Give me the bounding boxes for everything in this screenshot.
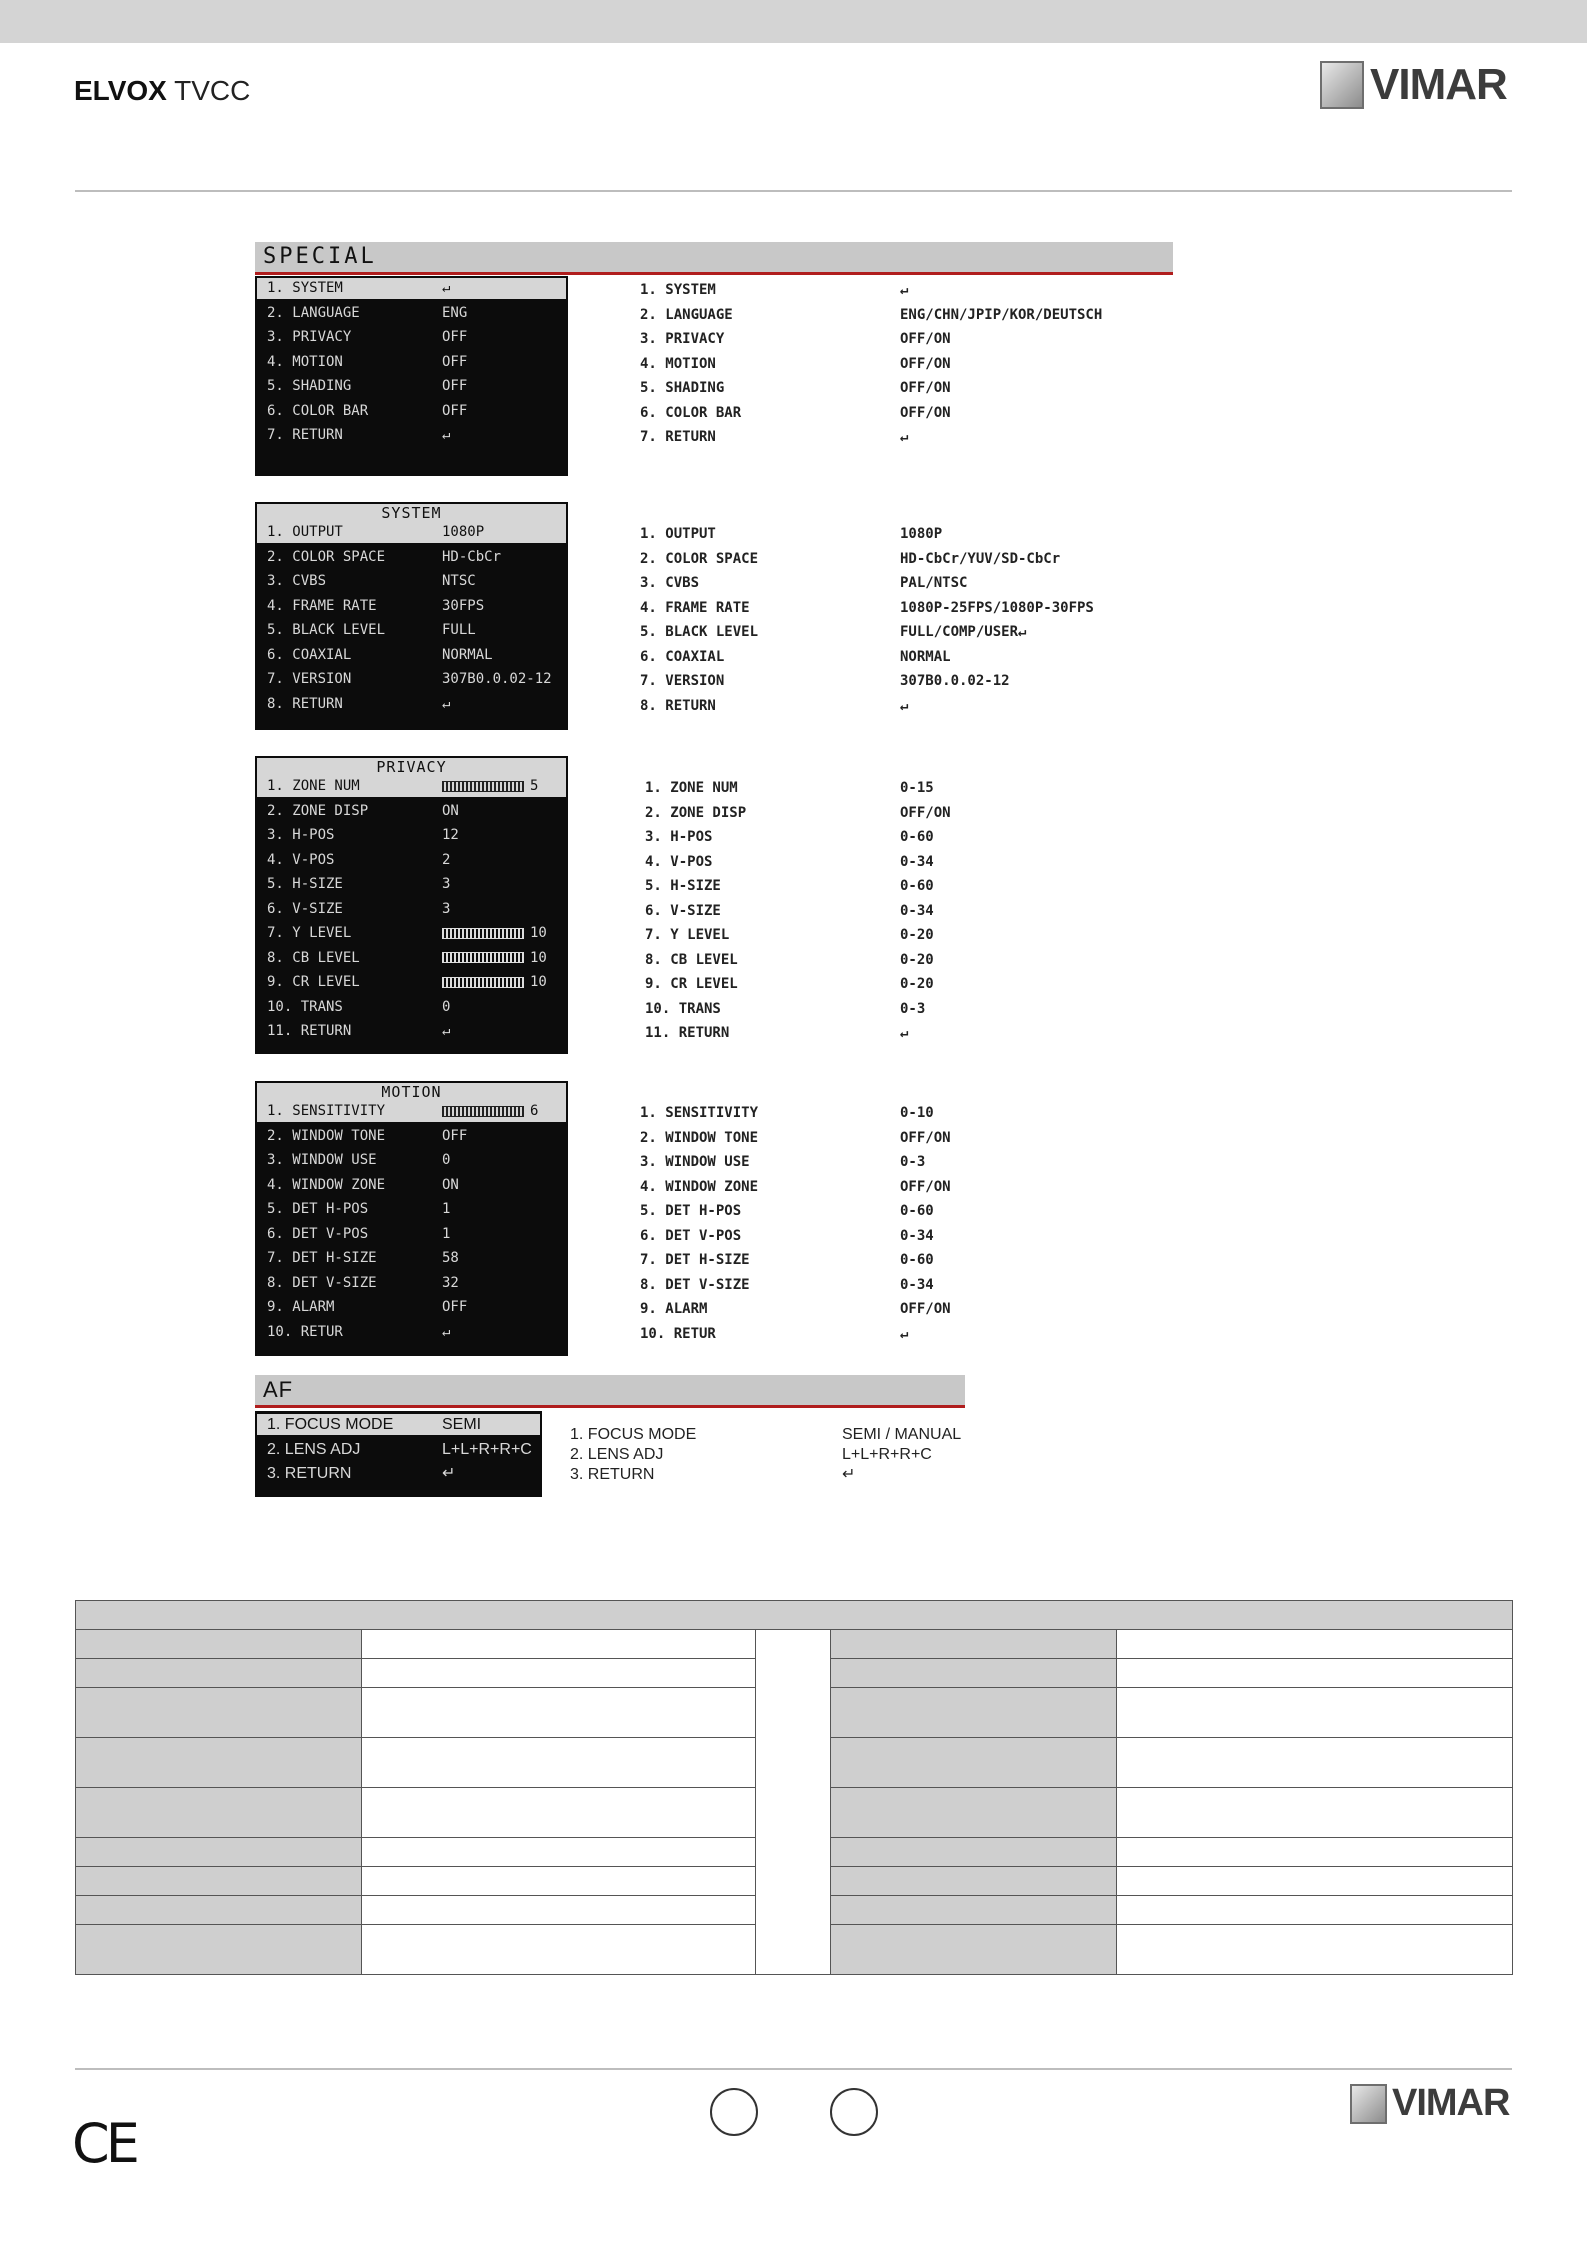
option-values: 1080P-25FPS/1080P-30FPS <box>900 599 1094 616</box>
option-label: 2. LANGUAGE <box>640 306 733 323</box>
table-cell <box>76 1838 362 1867</box>
option-values: ↵ <box>900 697 909 714</box>
option-values: SEMI / MANUAL <box>842 1426 962 1443</box>
motion-menu-item <box>257 1150 566 1171</box>
option-label: 1. ZONE NUM <box>645 780 738 796</box>
menu-item-label: 3. H-POS <box>267 827 335 843</box>
menu-item-label: 3. RETURN <box>267 1465 352 1482</box>
option-values: 307B0.0.02-12 <box>900 673 1010 689</box>
footer-divider <box>75 2068 1512 2070</box>
option-values: NORMAL <box>900 648 951 665</box>
menu-item-value: L+L+R+R+C <box>442 1440 532 1458</box>
menu-item-value: 30FPS <box>442 597 485 614</box>
special-menu-item <box>257 327 566 348</box>
option-label: 3. CVBS <box>640 575 700 591</box>
option-values: OFF/ON <box>900 1301 951 1317</box>
menu-item-label: 6. COLOR BAR <box>267 402 369 419</box>
level-bar <box>442 1106 524 1117</box>
table-cell <box>1117 1688 1513 1738</box>
menu-item-label: 2. WINDOW TONE <box>267 1127 386 1144</box>
menu-item-value: ↵ <box>442 1323 451 1340</box>
option-label: 3. PRIVACY <box>640 331 725 347</box>
footer-circle-left <box>710 2088 758 2136</box>
option-values: 0-60 <box>900 1252 934 1268</box>
table-cell <box>362 1925 756 1975</box>
menu-item-label: 5. BLACK LEVEL <box>267 622 386 638</box>
menu-item-label: 5. H-SIZE <box>267 876 343 892</box>
menu-item-value: 3 <box>442 876 451 892</box>
table-cell <box>76 1630 362 1659</box>
level-bar <box>442 977 524 988</box>
menu-item-value: 2 <box>442 851 451 868</box>
motion-menu-item <box>257 1224 566 1245</box>
system-osd-menu <box>255 502 568 730</box>
option-values: 0-34 <box>900 902 934 919</box>
option-values: 0-60 <box>900 1203 934 1219</box>
menu-item-label: 8. CB LEVEL <box>267 949 360 966</box>
table-cell <box>831 1630 1117 1659</box>
menu-item-label: 2. COLOR SPACE <box>267 548 386 565</box>
system-osd-title: SYSTEM <box>257 504 566 522</box>
motion-menu-item <box>257 1199 566 1220</box>
motion-menu-item <box>257 1101 566 1122</box>
menu-item-label: 8. RETURN <box>267 695 343 712</box>
menu-item-value: 10 <box>442 923 547 944</box>
table-cell <box>1117 1925 1513 1975</box>
table-cell <box>76 1925 362 1975</box>
table-header <box>76 1601 1513 1630</box>
specifications-table <box>75 1600 1513 1975</box>
option-values: OFF/ON <box>900 1178 951 1195</box>
option-label: 2. LENS ADJ <box>570 1446 664 1463</box>
menu-item-label: 1. OUTPUT <box>267 524 343 540</box>
table-cell <box>831 1688 1117 1738</box>
table-cell <box>1117 1630 1513 1659</box>
af-menu-item <box>257 1463 540 1484</box>
option-label: 10. RETUR <box>640 1325 716 1342</box>
table-cell <box>831 1925 1117 1975</box>
motion-osd-menu <box>255 1081 568 1356</box>
option-label: 4. MOTION <box>640 355 716 372</box>
option-label: 7. DET H-SIZE <box>640 1252 750 1268</box>
option-values: 0-34 <box>900 1227 934 1244</box>
menu-item-label: 7. RETURN <box>267 427 343 443</box>
privacy-osd-menu <box>255 756 568 1054</box>
motion-menu-item <box>257 1273 566 1294</box>
system-menu-item <box>257 620 566 641</box>
option-values: FULL/COMP/USER↵ <box>900 624 1027 640</box>
option-values: 0-10 <box>900 1105 934 1121</box>
special-menu-item <box>257 376 566 397</box>
option-values: 0-34 <box>900 1276 934 1293</box>
motion-menu-item <box>257 1175 566 1196</box>
option-label: 2. ZONE DISP <box>645 804 747 821</box>
menu-item-value: 32 <box>442 1274 459 1291</box>
system-menu-item <box>257 596 566 617</box>
table-cell <box>1117 1659 1513 1688</box>
menu-item-value: ON <box>442 1176 459 1193</box>
menu-item-label: 7. VERSION <box>267 671 352 687</box>
option-values: OFF/ON <box>900 355 951 372</box>
table-cell <box>76 1896 362 1925</box>
level-bar <box>442 952 524 963</box>
af-menu-item <box>257 1414 540 1435</box>
menu-item-value: ↵ <box>442 427 451 443</box>
menu-item-value: 10 <box>442 972 547 993</box>
option-label: 8. RETURN <box>640 697 716 714</box>
privacy-menu-item <box>257 997 566 1018</box>
menu-item-label: 2. ZONE DISP <box>267 802 369 819</box>
option-label: 5. H-SIZE <box>645 878 721 894</box>
menu-item-value: SEMI <box>442 1416 482 1433</box>
option-label: 5. SHADING <box>640 380 725 396</box>
menu-item-value: HD-CbCr <box>442 548 502 565</box>
special-menu-item <box>257 425 566 446</box>
option-values: 0-20 <box>900 951 934 968</box>
table-cell <box>362 1630 756 1659</box>
menu-item-value: OFF <box>442 353 468 370</box>
option-label: 1. SENSITIVITY <box>640 1105 759 1121</box>
menu-item-label: 11. RETURN <box>267 1023 352 1039</box>
option-values: 0-60 <box>900 829 934 845</box>
menu-item-label: 4. V-POS <box>267 851 335 868</box>
table-cell <box>831 1867 1117 1896</box>
menu-item-value: ↵ <box>442 280 451 296</box>
special-osd-menu <box>255 276 568 476</box>
table-cell <box>1117 1838 1513 1867</box>
option-values: ↵ <box>900 282 909 298</box>
menu-item-label: 2. LENS ADJ <box>267 1440 361 1458</box>
table-cell <box>1117 1788 1513 1838</box>
option-label: 1. SYSTEM <box>640 282 716 298</box>
menu-item-value: OFF <box>442 402 468 419</box>
brand-title: ELVOX TVCC <box>74 75 251 106</box>
option-values: ↵ <box>900 429 909 445</box>
menu-item-value: OFF <box>442 378 468 394</box>
table-cell <box>76 1688 362 1738</box>
vimar-logo-icon <box>1320 61 1364 109</box>
menu-item-value: FULL <box>442 622 476 638</box>
privacy-menu-item <box>257 923 566 944</box>
menu-item-value: 1080P <box>442 524 485 540</box>
menu-item-label: 3. WINDOW USE <box>267 1152 377 1168</box>
table-cell <box>362 1659 756 1688</box>
vimar-logo: VIMAR <box>1320 60 1507 110</box>
menu-item-value: 3 <box>442 900 451 917</box>
option-values: ↵ <box>842 1466 856 1483</box>
footer-circle-right <box>830 2088 878 2136</box>
privacy-menu-item <box>257 874 566 895</box>
menu-item-value: ↵ <box>442 1023 451 1039</box>
menu-item-label: 1. SENSITIVITY <box>267 1103 386 1119</box>
option-values: OFF/ON <box>900 331 951 347</box>
privacy-menu-item <box>257 948 566 969</box>
privacy-menu-item <box>257 850 566 871</box>
option-label: 6. COAXIAL <box>640 648 725 665</box>
menu-item-label: 9. ALARM <box>267 1299 335 1315</box>
level-bar <box>442 781 524 792</box>
option-values: 0-60 <box>900 878 934 894</box>
option-label: 5. BLACK LEVEL <box>640 624 759 640</box>
option-label: 9. CR LEVEL <box>645 976 738 992</box>
special-menu-item <box>257 401 566 422</box>
option-label: 4. FRAME RATE <box>640 599 750 616</box>
menu-item-value: OFF <box>442 1127 468 1144</box>
privacy-menu-item <box>257 801 566 822</box>
option-label: 11. RETURN <box>645 1025 730 1041</box>
menu-item-label: 6. V-SIZE <box>267 900 343 917</box>
option-label: 2. WINDOW TONE <box>640 1129 759 1146</box>
menu-item-label: 5. SHADING <box>267 378 352 394</box>
footer-vimar-logo: VIMAR <box>1350 2082 1509 2125</box>
option-label: 8. CB LEVEL <box>645 951 738 968</box>
option-values: 0-20 <box>900 927 934 943</box>
privacy-menu-item <box>257 899 566 920</box>
table-cell <box>362 1838 756 1867</box>
menu-item-value: 58 <box>442 1250 459 1266</box>
motion-menu-item <box>257 1322 566 1343</box>
top-bar <box>0 0 1587 43</box>
option-values: OFF/ON <box>900 380 951 396</box>
menu-item-label: 8. DET V-SIZE <box>267 1274 377 1291</box>
menu-item-value: ↵ <box>442 695 451 712</box>
menu-item-value: ON <box>442 802 459 819</box>
system-menu-item <box>257 547 566 568</box>
menu-item-value: NTSC <box>442 573 476 589</box>
menu-item-label: 2. LANGUAGE <box>267 304 360 321</box>
menu-item-label: 6. DET V-POS <box>267 1225 369 1242</box>
menu-item-value: 1 <box>442 1201 451 1217</box>
table-cell <box>76 1788 362 1838</box>
system-menu-item <box>257 645 566 666</box>
option-values: 0-15 <box>900 780 934 796</box>
menu-item-value: 0 <box>442 1152 451 1168</box>
menu-item-value: OFF <box>442 329 468 345</box>
table-cell <box>1117 1896 1513 1925</box>
option-label: 4. V-POS <box>645 853 713 870</box>
menu-item-label: 1. ZONE NUM <box>267 778 360 794</box>
option-values: PAL/NTSC <box>900 575 968 591</box>
table-cell <box>831 1738 1117 1788</box>
option-label: 7. VERSION <box>640 673 725 689</box>
table-cell <box>1117 1738 1513 1788</box>
option-values: ENG/CHN/JPIP/KOR/DEUTSCH <box>900 306 1103 323</box>
menu-item-label: 10. TRANS <box>267 998 343 1015</box>
menu-item-value: 307B0.0.02-12 <box>442 671 552 687</box>
menu-item-label: 7. Y LEVEL <box>267 925 352 941</box>
menu-item-value: ↵ <box>442 1465 456 1482</box>
option-label: 10. TRANS <box>645 1000 721 1017</box>
privacy-menu-item <box>257 1021 566 1042</box>
menu-item-label: 3. PRIVACY <box>267 329 352 345</box>
menu-item-label: 7. DET H-SIZE <box>267 1250 377 1266</box>
af-title-bar: AF <box>255 1375 965 1408</box>
table-cell <box>362 1688 756 1738</box>
ce-mark: CE <box>72 2112 136 2175</box>
table-cell <box>362 1788 756 1838</box>
option-label: 8. DET V-SIZE <box>640 1276 750 1293</box>
menu-item-value: NORMAL <box>442 646 493 663</box>
menu-item-label: 1. FOCUS MODE <box>267 1416 394 1433</box>
option-values: ↵ <box>900 1325 909 1342</box>
option-label: 7. RETURN <box>640 429 716 445</box>
menu-item-value: 10 <box>442 948 547 969</box>
privacy-menu-item <box>257 972 566 993</box>
table-cell <box>831 1838 1117 1867</box>
option-label: 3. RETURN <box>570 1466 655 1483</box>
option-values: 0-34 <box>900 853 934 870</box>
table-cell <box>831 1659 1117 1688</box>
menu-item-value: OFF <box>442 1299 468 1315</box>
af-osd-menu <box>255 1411 542 1497</box>
table-cell <box>76 1738 362 1788</box>
table-cell <box>362 1738 756 1788</box>
header-divider <box>75 190 1512 192</box>
option-label: 4. WINDOW ZONE <box>640 1178 759 1195</box>
option-label: 7. Y LEVEL <box>645 927 730 943</box>
option-values: 0-3 <box>900 1154 926 1170</box>
option-label: 1. FOCUS MODE <box>570 1426 697 1443</box>
option-values: ↵ <box>900 1025 909 1041</box>
option-label: 2. COLOR SPACE <box>640 550 759 567</box>
option-label: 3. WINDOW USE <box>640 1154 750 1170</box>
privacy-menu-item <box>257 776 566 797</box>
menu-item-value: ENG <box>442 304 468 321</box>
option-label: 6. DET V-POS <box>640 1227 742 1244</box>
motion-menu-item <box>257 1297 566 1318</box>
special-menu-item <box>257 352 566 373</box>
option-values: 1080P <box>900 526 943 542</box>
menu-item-label: 4. MOTION <box>267 353 343 370</box>
menu-item-label: 6. COAXIAL <box>267 646 352 663</box>
option-values: HD-CbCr/YUV/SD-CbCr <box>900 550 1061 567</box>
motion-osd-title: MOTION <box>257 1083 566 1101</box>
privacy-menu-item <box>257 825 566 846</box>
special-title-bar: SPECIAL <box>255 242 1173 275</box>
table-gap <box>756 1630 831 1975</box>
motion-menu-item <box>257 1126 566 1147</box>
option-values: L+L+R+R+C <box>842 1446 932 1463</box>
system-menu-item <box>257 571 566 592</box>
level-bar <box>442 928 524 939</box>
menu-item-label: 4. FRAME RATE <box>267 597 377 614</box>
system-menu-item <box>257 522 566 543</box>
system-menu-item <box>257 669 566 690</box>
table-cell <box>76 1659 362 1688</box>
option-label: 3. H-POS <box>645 829 713 845</box>
table-cell <box>831 1896 1117 1925</box>
special-menu-item <box>257 303 566 324</box>
privacy-osd-title: PRIVACY <box>257 758 566 776</box>
table-cell <box>1117 1867 1513 1896</box>
menu-item-value: 6 <box>442 1101 538 1122</box>
motion-menu-item <box>257 1248 566 1269</box>
option-label: 6. COLOR BAR <box>640 404 742 421</box>
menu-item-label: 10. RETUR <box>267 1323 343 1340</box>
option-values: OFF/ON <box>900 1129 951 1146</box>
table-cell <box>362 1896 756 1925</box>
menu-item-value: 12 <box>442 827 459 843</box>
option-label: 6. V-SIZE <box>645 902 721 919</box>
system-menu-item <box>257 694 566 715</box>
option-label: 1. OUTPUT <box>640 526 716 542</box>
option-label: 5. DET H-POS <box>640 1203 742 1219</box>
special-menu-item <box>257 278 566 299</box>
menu-item-value: 5 <box>442 776 538 797</box>
option-values: 0-3 <box>900 1000 926 1017</box>
menu-item-value: 0 <box>442 998 451 1015</box>
menu-item-label: 5. DET H-POS <box>267 1201 369 1217</box>
menu-item-label: 9. CR LEVEL <box>267 974 360 990</box>
table-cell <box>76 1867 362 1896</box>
table-cell <box>831 1788 1117 1838</box>
option-values: 0-20 <box>900 976 934 992</box>
option-values: OFF/ON <box>900 404 951 421</box>
table-cell <box>362 1867 756 1896</box>
menu-item-label: 4. WINDOW ZONE <box>267 1176 386 1193</box>
menu-item-value: 1 <box>442 1225 451 1242</box>
footer-vimar-logo-icon <box>1350 2084 1387 2124</box>
option-label: 9. ALARM <box>640 1301 708 1317</box>
af-menu-item <box>257 1439 540 1460</box>
menu-item-label: 3. CVBS <box>267 573 327 589</box>
option-values: OFF/ON <box>900 804 951 821</box>
menu-item-label: 1. SYSTEM <box>267 280 343 296</box>
